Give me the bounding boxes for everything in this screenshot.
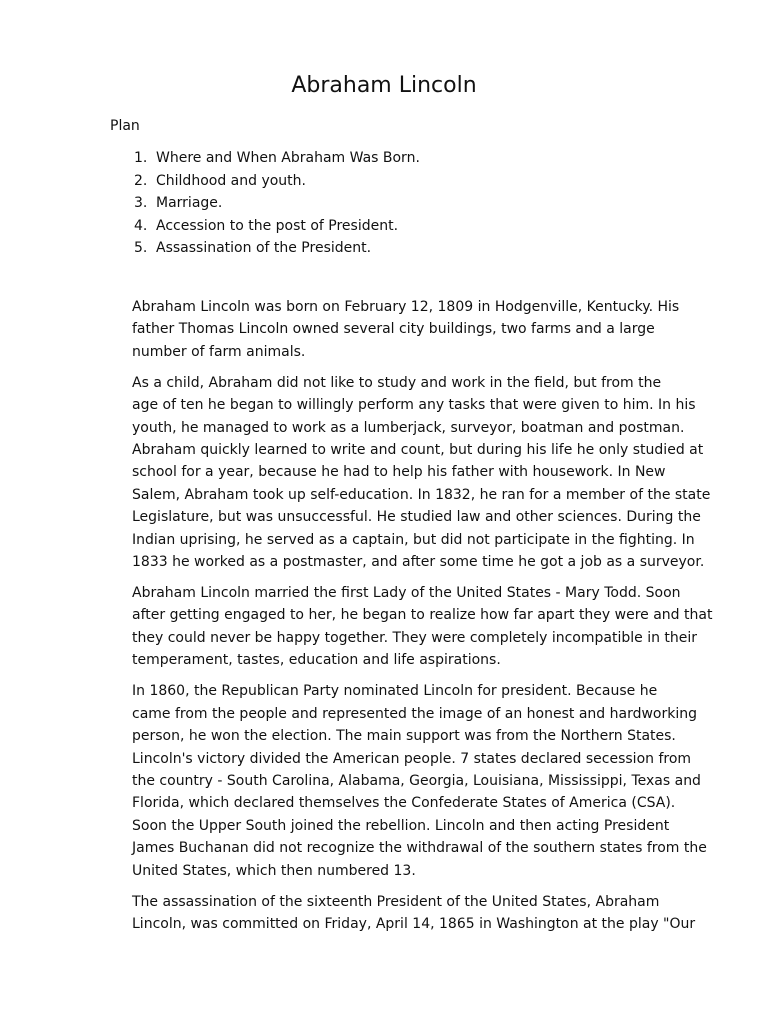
plan-item-text: Childhood and youth.	[156, 172, 306, 189]
plan-item-text: Where and When Abraham Was Born.	[156, 150, 420, 166]
text-line: temperament, tastes, education and life aspirations.	[132, 652, 501, 669]
plan-item-text: Assassination of the President.	[156, 240, 372, 256]
text-line: Legislature, but was unsuccessful. He studied law and other sciences. During the	[132, 509, 701, 526]
plan-label: Plan	[110, 118, 140, 134]
plan-item-text: Marriage.	[156, 195, 223, 211]
plan-item	[134, 147, 420, 170]
text-line: Indian uprising, he served as a captain, but did not participate in the fighting. In	[132, 531, 695, 548]
text-line: Soon the Upper South joined the rebellion. Lincoln and then acting President	[132, 817, 670, 834]
plan-item-number: 1.	[134, 150, 148, 166]
plan-item	[134, 192, 420, 215]
text-line: 1833 he worked as a postmaster, and after some time he got a job as a surveyor.	[132, 554, 705, 571]
plan-item	[134, 237, 420, 260]
text-line: Abraham Lincoln married the first Lady of the United States - Mary Todd. Soon	[132, 585, 681, 602]
text-line: Abraham quickly learned to write and count, but during his life he only studied at	[132, 442, 704, 459]
plan-item-number: 5.	[134, 240, 148, 256]
body-text	[110, 296, 714, 944]
plan-item	[134, 215, 420, 238]
text-line: the country - South Carolina, Alabama, Georgia, Louisiana, Mississippi, Texas and	[132, 772, 701, 789]
text-line: Florida, which declared themselves the Confederate States of America (CSA).	[132, 795, 676, 812]
paragraph-assassination	[110, 891, 714, 936]
paragraph-childhood	[110, 372, 714, 574]
plan-item-number: 4.	[134, 217, 148, 234]
text-line: age of ten he began to willingly perform any tasks that were given to him. In his	[132, 397, 696, 414]
paragraph-marriage	[110, 582, 714, 672]
text-line: person, he won the election. The main support was from the Northern States.	[132, 728, 676, 745]
text-line: father Thomas Lincoln owned several city buildings, two farms and a large	[132, 321, 655, 338]
text-line: number of farm animals.	[132, 343, 306, 360]
text-line: Lincoln's victory divided the American people. 7 states declared secession from	[132, 750, 692, 767]
plan-item-number: 3.	[134, 195, 148, 211]
text-line: Salem, Abraham took up self-education. In 1832, he ran for a member of the state	[132, 486, 711, 503]
text-line: The assassination of the sixteenth President of the United States, Abraham	[132, 893, 660, 910]
text-line: school for a year, because he had to help his father with housework. In New	[132, 464, 666, 481]
text-line: As a child, Abraham did not like to study and work in the field, but from the	[132, 374, 662, 391]
text-line: James Buchanan did not recognize the withdrawal of the southern states from the	[132, 840, 707, 857]
document-title: Abraham Lincoln	[291, 73, 477, 98]
plan-item	[134, 170, 420, 193]
text-line: United States, which then numbered 13.	[132, 862, 416, 879]
text-line: after getting engaged to her, he began to realize how far apart they were and that	[132, 607, 713, 624]
paragraph-birth	[110, 296, 714, 363]
plan-item-number: 2.	[134, 172, 148, 189]
text-line: came from the people and represented the image of an honest and hardworking	[132, 705, 698, 722]
text-line: they could never be happy together. They were completely incompatible in their	[132, 629, 698, 646]
text-line: Lincoln, was committed on Friday, April 14, 1865 in Washington at the play "Our	[132, 915, 696, 932]
text-line: Abraham Lincoln was born on February 12, 1809 in Hodgenville, Kentucky. His	[132, 299, 680, 315]
text-line: In 1860, the Republican Party nominated Lincoln for president. Because he	[132, 683, 658, 700]
plan-item-text: Accession to the post of President.	[156, 217, 399, 234]
text-line: youth, he managed to work as a lumberjack, surveyor, boatman and postman.	[132, 419, 685, 436]
paragraph-presidency	[110, 680, 714, 882]
plan-list	[134, 147, 420, 260]
